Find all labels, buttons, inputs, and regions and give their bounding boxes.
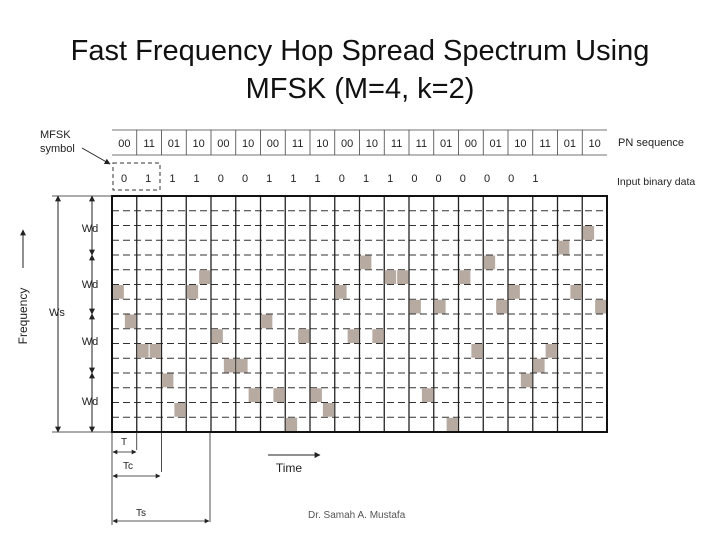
input-bit: 1 [193,173,200,185]
pn-sequence-label: PN sequence [618,137,685,149]
hop-block [162,374,173,388]
hop-block [273,388,284,402]
frequency-axis-label: Frequency [16,287,30,345]
hop-block [546,344,557,358]
hop-block [372,329,383,343]
pn-value: 01 [563,138,576,150]
input-bit: 1 [169,173,176,185]
pn-value: 10 [588,138,601,150]
input-bit: 0 [120,173,128,185]
pn-value: 01 [440,138,453,150]
hop-block [137,344,148,358]
input-bit: 1 [145,173,152,185]
hop-block [261,315,272,329]
wd-label: Wd [81,223,99,235]
pn-value: 11 [539,138,551,150]
mfsk-label-line2: symbol [40,143,75,155]
ws-label: Ws [49,307,65,319]
input-bit: 0 [217,173,224,185]
pn-value: 00 [341,138,354,150]
hop-block [434,300,445,314]
hop-block [174,403,185,417]
pn-value: 11 [291,138,304,150]
hop-block [113,285,124,299]
pn-value: 01 [489,138,502,150]
pn-sequence-row [112,130,684,155]
hop-block [236,359,247,373]
title-line-1: Fast Frequency Hop Spread Spectrum Using [70,35,650,67]
pn-value: 11 [390,138,403,150]
hop-block [335,285,346,299]
hop-block [249,388,260,402]
hop-block [410,300,421,314]
pn-value: 00 [217,138,230,150]
hop-block [224,359,235,373]
hop-block [385,270,396,284]
hop-block [397,270,408,284]
input-bit: 1 [387,173,394,185]
pn-value: 10 [316,138,329,150]
hop-block [509,285,520,299]
hop-block [125,315,136,329]
pn-value: 10 [365,138,378,150]
hop-block [521,374,532,388]
hop-block [298,329,309,343]
pn-value: 01 [167,138,180,150]
pn-value: 00 [464,138,477,150]
mfsk-label-line1: MFSK [40,129,71,141]
frequency-time-grid [112,196,607,432]
input-bit: 1 [266,173,273,185]
pn-value: 10 [242,138,255,150]
footer-credit: Dr. Samah A. Mustafa [308,510,406,521]
wd-label: Wd [81,396,99,408]
hop-block [212,329,223,343]
hop-block [471,344,482,358]
input-bits-row [113,163,695,190]
axis-annotations [16,129,320,525]
pn-value: 00 [266,138,279,150]
input-bit: 0 [459,173,466,185]
hop-block [484,256,495,270]
pn-value: 11 [415,138,428,150]
input-bit: 0 [241,173,249,185]
input-bit: 0 [483,173,491,185]
hop-block [323,403,334,417]
hop-block [558,241,569,255]
mfsk-pointer-arrow [82,148,110,164]
input-bit: 0 [338,173,345,185]
hop-block [311,388,322,402]
hop-block [286,418,297,432]
hop-block [360,256,371,270]
input-bit: 1 [532,173,539,185]
pn-value: 10 [514,138,527,150]
hop-block [447,418,458,432]
hop-block [496,300,507,314]
input-bit: 1 [290,173,297,185]
wd-label: Wd [81,336,99,348]
input-bit: 0 [435,173,442,185]
hop-block [459,270,470,284]
t-label: T [120,437,128,448]
hop-block [533,359,544,373]
hop-block [348,329,359,343]
pn-value: 10 [192,138,205,150]
hop-block [187,285,198,299]
pn-value: 11 [143,138,155,150]
hop-block [199,270,210,284]
hop-block [583,226,594,240]
hop-block [595,300,606,314]
hop-block [570,285,581,299]
title-line-2: MFSK (M=4, k=2) [245,73,475,105]
time-axis-label: Time [275,461,303,475]
input-bit: 0 [411,173,418,185]
tc-label: Tc [123,461,133,472]
hop-block [150,344,161,358]
input-bit: 0 [508,173,515,185]
ts-label: Ts [136,508,146,519]
input-bit: 1 [314,173,321,185]
input-binary-label: Input binary data [617,176,696,188]
pn-value: 00 [118,138,131,150]
input-bit: 1 [362,173,370,185]
wd-label: Wd [81,279,99,291]
hop-block [422,388,433,402]
